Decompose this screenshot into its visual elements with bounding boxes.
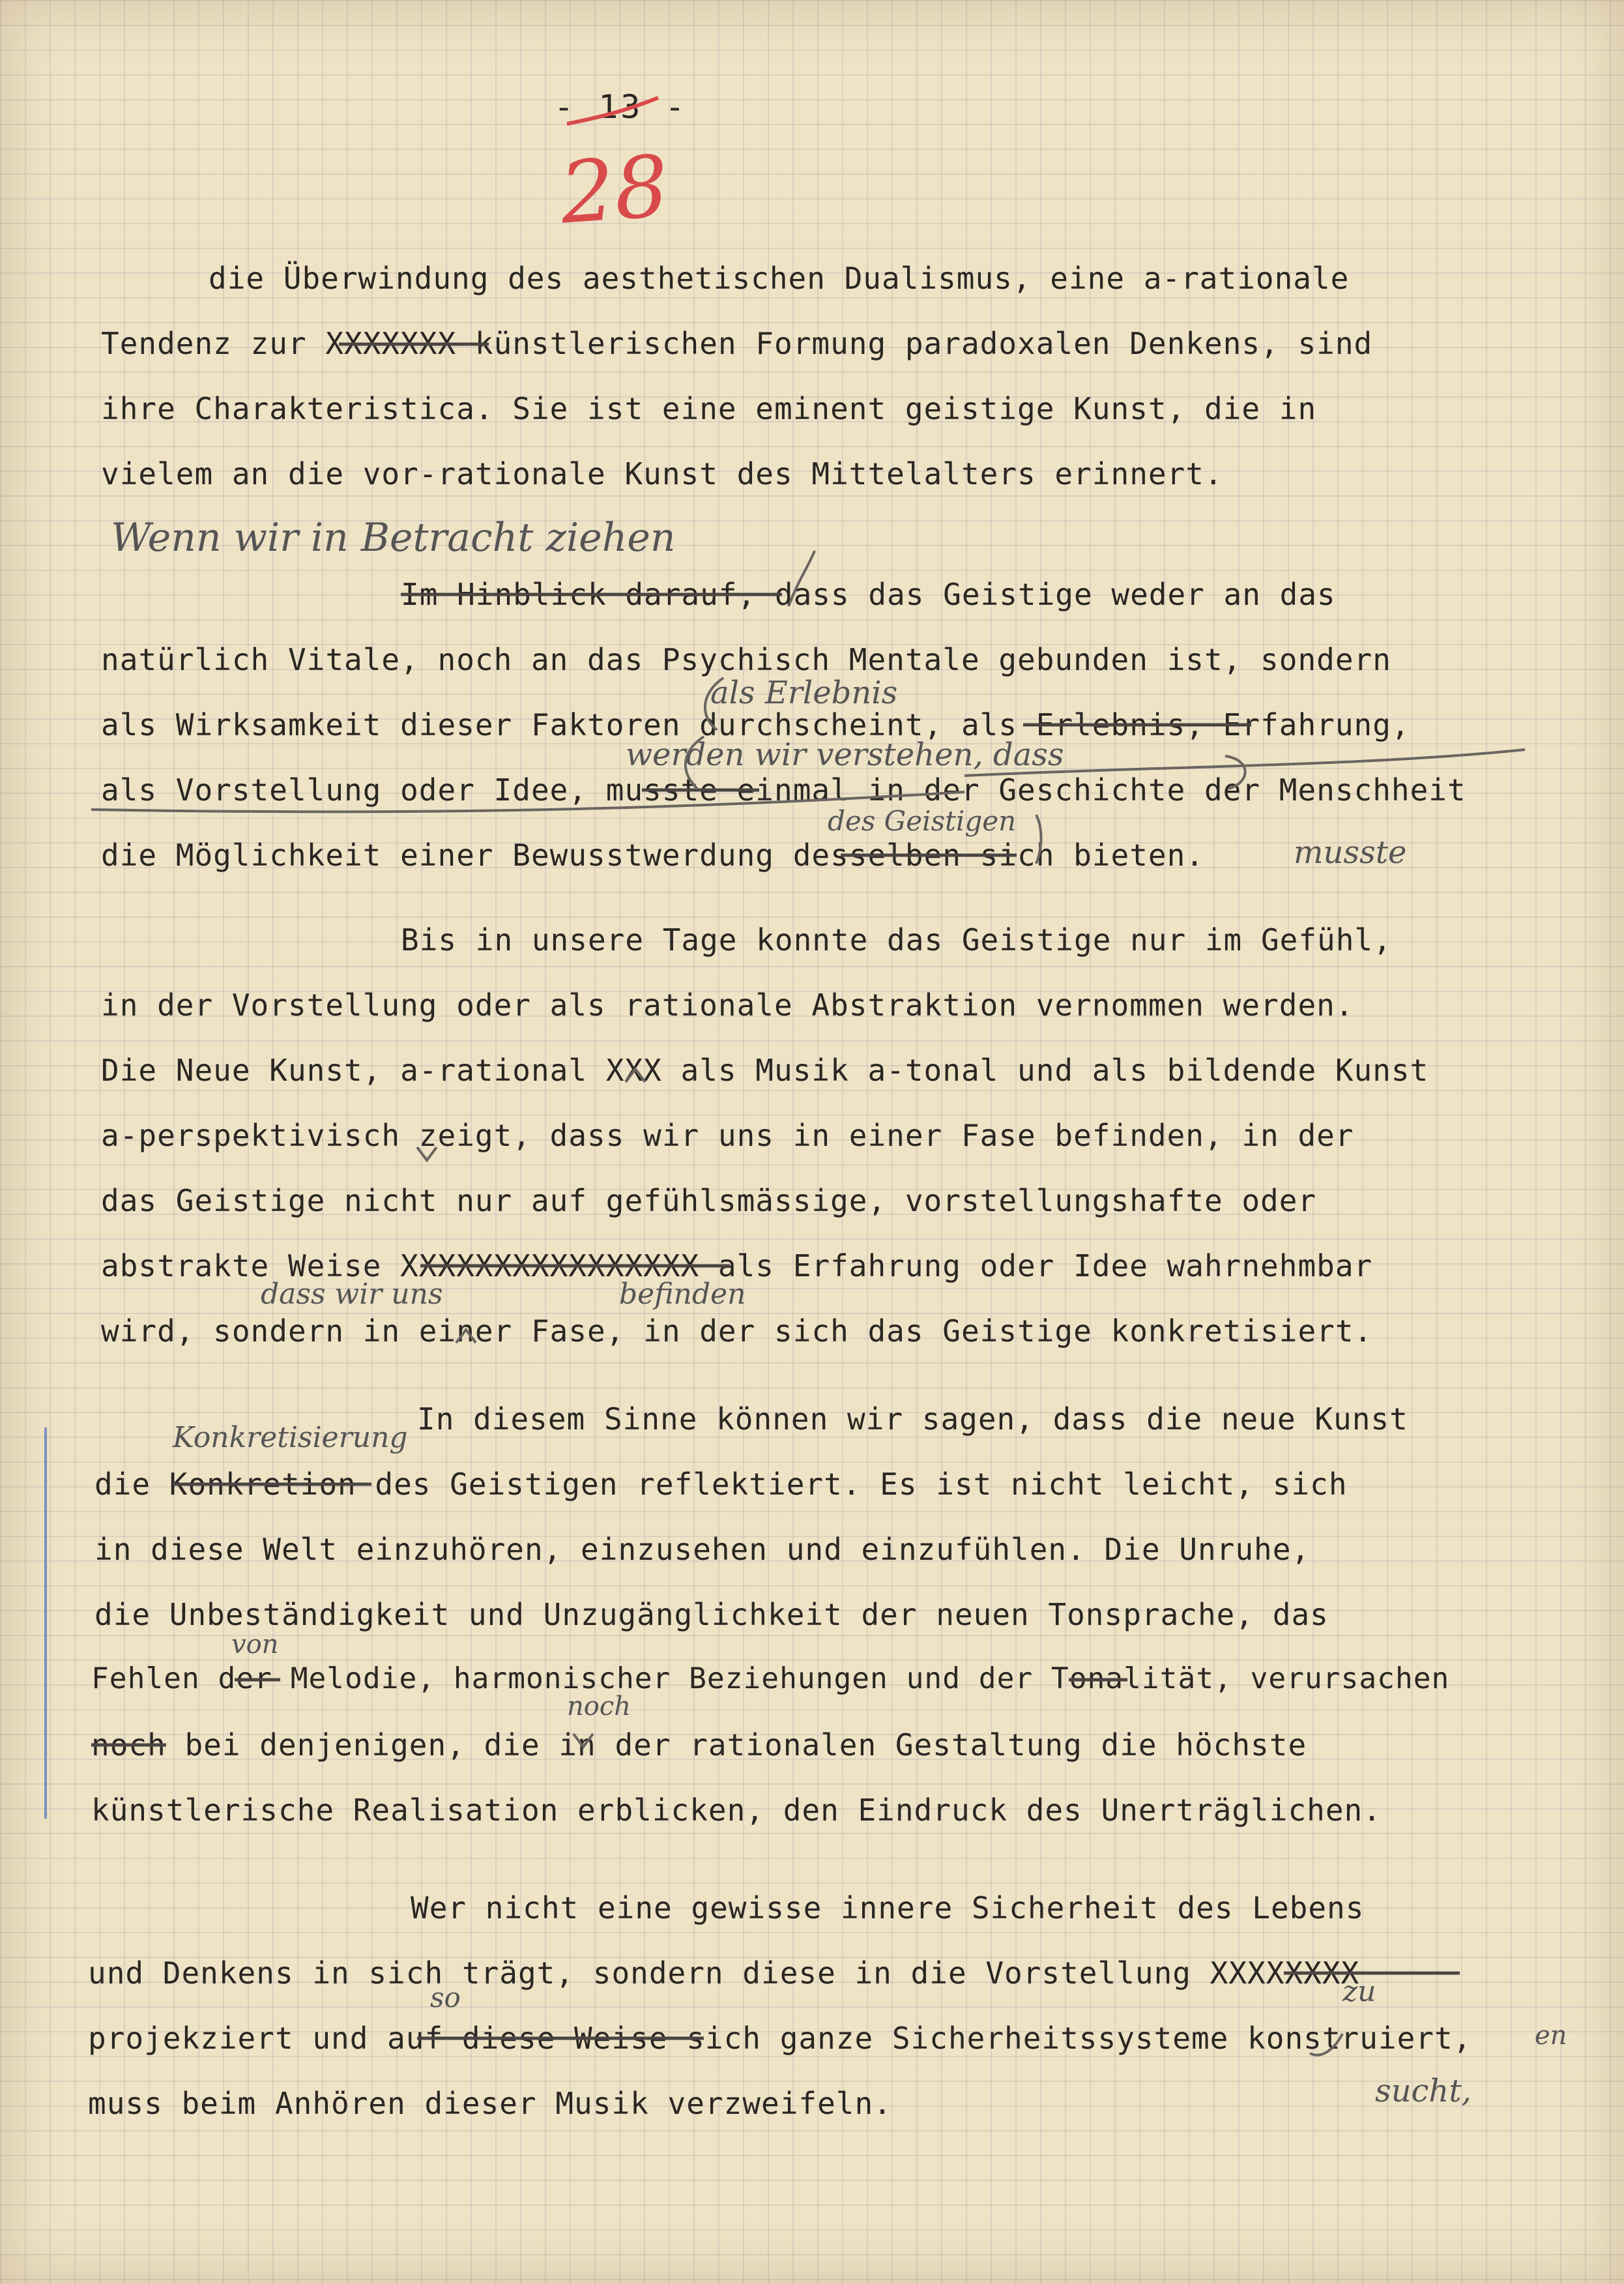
text-line: in der Vorstellung oder als rationale Abstraktion vernommen werden.: [101, 988, 1354, 1023]
handwritten-insertion: musste: [1294, 834, 1407, 871]
text-line: die Möglichkeit einer Bewusstwerdung desselben sich bieten.: [101, 838, 1204, 873]
text-line: natürlich Vitale, noch an das Psychisch Mentale gebunden ist, sondern: [101, 642, 1391, 677]
handwritten-insertion: noch: [567, 1691, 631, 1721]
text-line: das Geistige nicht nur auf gefühlsmässige, vorstellungshafte oder: [101, 1183, 1317, 1218]
handwritten-insertion: von: [231, 1630, 279, 1660]
handwritten-insertion: dass wir uns: [261, 1278, 443, 1311]
page-number-typed: - 13 -: [554, 88, 688, 126]
handwritten-insertion: als Erlebnis: [710, 675, 898, 711]
text-line: in diese Welt einzuhören, einzusehen und einzufühlen. Die Unruhe,: [94, 1532, 1311, 1567]
handwritten-insertion: en: [1535, 2021, 1567, 2051]
handwritten-insertion: des Geistigen: [828, 805, 1017, 837]
page-number-strike: [554, 85, 684, 143]
handwritten-insertion: so: [430, 1982, 461, 2013]
margin-line: [44, 1428, 47, 1819]
text-line: vielem an die vor-rationale Kunst des Mittelalters erinnert.: [101, 456, 1223, 491]
text-line: und Denkens in sich trägt, sondern diese in die Vorstellung XXXXXXXX: [88, 1955, 1360, 1991]
handwritten-insertion: zu: [1342, 1975, 1376, 2008]
handwritten-insertion: Wenn wir in Betracht ziehen: [111, 515, 676, 561]
text-line: als Vorstellung oder Idee, musste einmal in der Geschichte der Menschheit: [101, 772, 1466, 808]
text-line: Fehlen der Melodie, harmonischer Beziehungen und der Tonalität, verursachen: [91, 1662, 1450, 1695]
text-line: noch bei denjenigen, die in der rationalen Gestaltung die höchste: [91, 1727, 1307, 1763]
text-line: In diesem Sinne können wir sagen, dass die neue Kunst: [417, 1401, 1408, 1437]
page-number-red: 28: [557, 136, 672, 243]
text-line: a-perspektivisch zeigt, dass wir uns in einer Fase befinden, in der: [101, 1118, 1354, 1153]
text-line: ihre Charakteristica. Sie ist eine eminent geistige Kunst, die in: [101, 391, 1317, 426]
text-line: die Konkretion des Geistigen reflektiert. Es ist nicht leicht, sich: [94, 1467, 1348, 1502]
handwritten-insertion: befinden: [619, 1278, 746, 1311]
text-line: muss beim Anhören dieser Musik verzweifeln.: [88, 2086, 892, 2121]
handwritten-insertion: werden wir verstehen, dass: [626, 737, 1064, 773]
text-line: als Wirksamkeit dieser Faktoren durchscheint, als Erlebnis, Erfahrung,: [101, 707, 1410, 742]
text-line: künstlerische Realisation erblicken, den Eindruck des Unerträglichen.: [91, 1793, 1382, 1828]
text-line: die Unbeständigkeit und Unzugänglichkeit der neuen Tonsprache, das: [94, 1597, 1329, 1632]
handwritten-insertion: Konkretisierung: [173, 1421, 408, 1454]
text-line: die Überwindung des aesthetischen Dualismus, eine a-rationale: [209, 261, 1350, 296]
text-line: wird, sondern in einer Fase, in der sich das Geistige konkretisiert.: [101, 1313, 1373, 1349]
text-line: Die Neue Kunst, a-rational XXX als Musik a-tonal und als bildende Kunst: [101, 1053, 1429, 1088]
text-line: Tendenz zur XXXXXXX künstlerischen Formung paradoxalen Denkens, sind: [101, 326, 1373, 361]
text-line: Im Hinblick darauf, dass das Geistige weder an das: [401, 577, 1336, 612]
text-line: projekziert und auf diese Weise sich ganze Sicherheitssysteme konstruiert,: [88, 2021, 1472, 2056]
handwritten-insertion: sucht,: [1375, 2073, 1472, 2109]
text-line: Bis in unsere Tage konnte das Geistige nur im Gefühl,: [401, 922, 1392, 958]
text-line: Wer nicht eine gewisse innere Sicherheit des Lebens: [411, 1890, 1365, 1925]
text-line: abstrakte Weise XXXXXXXXXXXXXXXX als Erfahrung oder Idee wahrnehmbar: [101, 1248, 1373, 1283]
